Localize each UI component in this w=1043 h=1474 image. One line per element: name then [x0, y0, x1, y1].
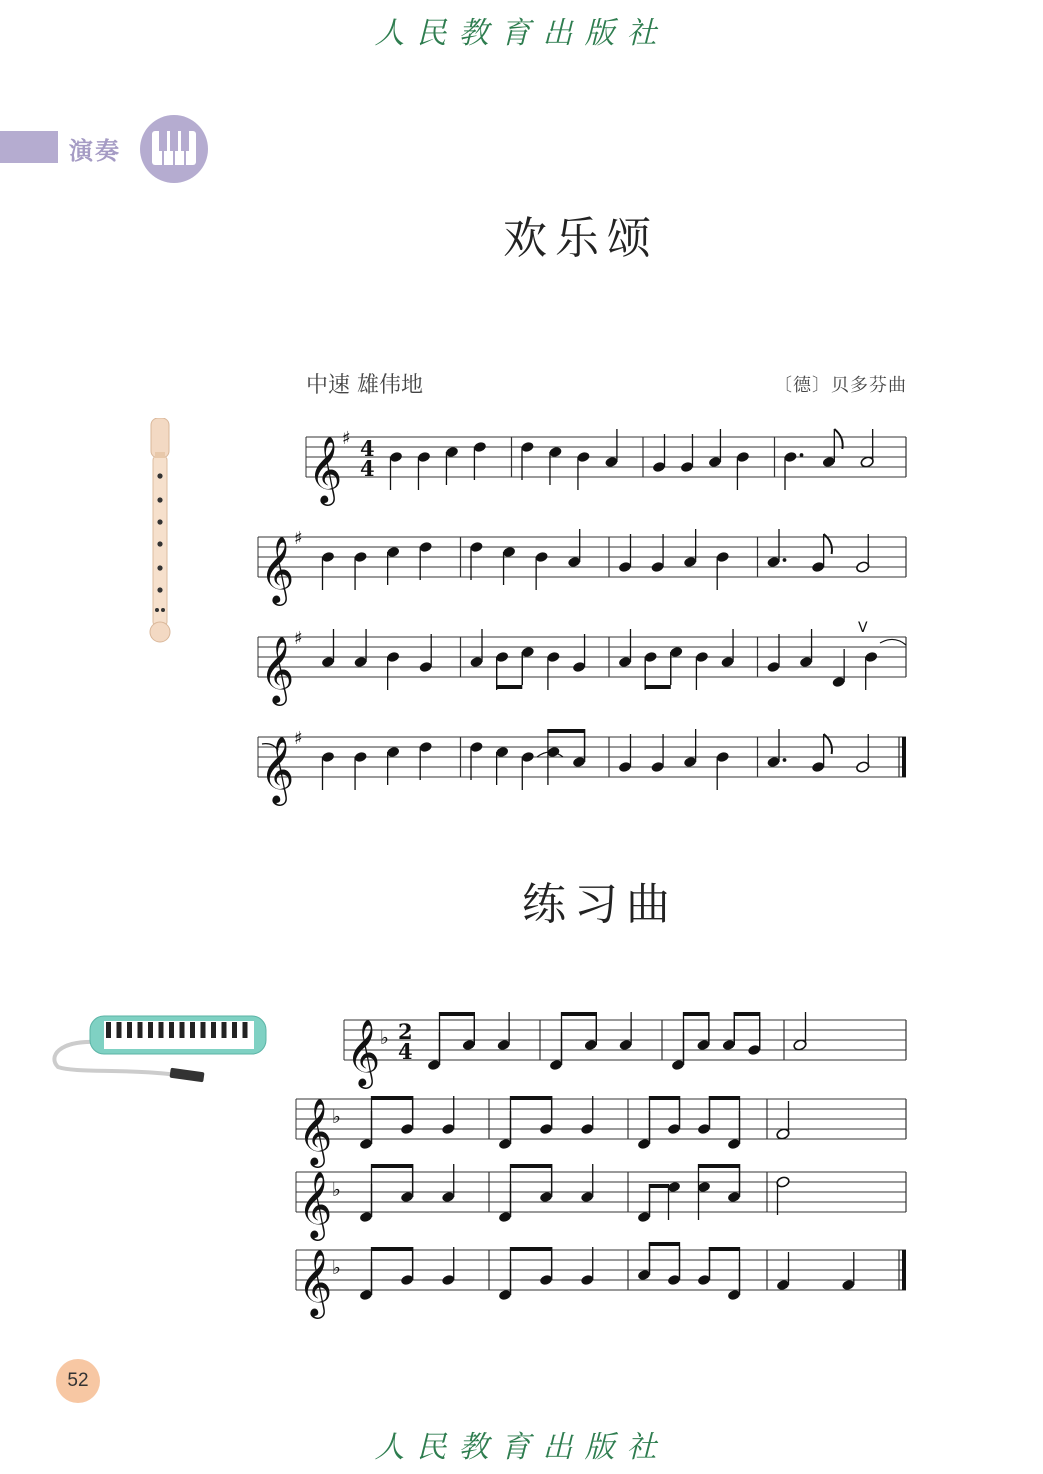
- beam: [372, 1164, 413, 1168]
- composer-credit: 〔德〕贝多芬曲: [774, 375, 907, 396]
- time-sig-top: 4: [360, 436, 375, 461]
- page-number: 52: [56, 1359, 100, 1403]
- key-sharp: ♯: [294, 628, 303, 649]
- breath-mark: V: [858, 620, 868, 636]
- time-sig-top: 2: [398, 1019, 413, 1044]
- key-sharp: ♯: [342, 428, 351, 449]
- key-flat: ♭: [332, 1106, 341, 1128]
- treble-clef: 𝄞: [308, 435, 343, 503]
- treble-clef: 𝄞: [260, 635, 295, 703]
- key-sharp: ♯: [294, 528, 303, 549]
- song-title-lianxi: 练习曲: [522, 879, 678, 930]
- beam: [372, 1247, 413, 1251]
- beam: [710, 1247, 740, 1251]
- beam: [650, 1184, 669, 1188]
- beam: [511, 1164, 552, 1168]
- key-sharp: ♯: [294, 728, 303, 749]
- beam: [699, 1164, 740, 1168]
- treble-clef: 𝄞: [298, 1097, 333, 1165]
- key-flat: ♭: [380, 1027, 389, 1049]
- beam: [372, 1096, 413, 1100]
- beam: [511, 1247, 552, 1251]
- beam: [650, 1242, 680, 1246]
- time-sig-bottom: 4: [360, 456, 375, 481]
- beam: [684, 1012, 709, 1016]
- beam: [710, 1096, 740, 1100]
- beam: [440, 1012, 475, 1016]
- section-label: 演奏: [69, 137, 121, 165]
- publisher-footer: 人民教育出版社: [374, 1430, 669, 1465]
- tempo-marking: 中速 雄伟地: [306, 373, 423, 398]
- publisher-header: 人民教育出版社: [374, 16, 669, 51]
- treble-clef: 𝄞: [260, 535, 295, 603]
- time-sig-bottom: 4: [398, 1039, 413, 1064]
- beam: [511, 1096, 552, 1100]
- beam: [562, 1012, 597, 1016]
- beam: [734, 1012, 759, 1016]
- key-flat: ♭: [332, 1257, 341, 1279]
- song-title-huanle: 欢乐颂: [503, 213, 659, 264]
- beam: [650, 1096, 680, 1100]
- treble-clef: 𝄞: [298, 1170, 333, 1238]
- treble-clef: 𝄞: [346, 1018, 381, 1086]
- treble-clef: 𝄞: [298, 1248, 333, 1316]
- treble-clef: 𝄞: [260, 735, 295, 803]
- key-flat: ♭: [332, 1179, 341, 1201]
- final-barline: [902, 1250, 906, 1290]
